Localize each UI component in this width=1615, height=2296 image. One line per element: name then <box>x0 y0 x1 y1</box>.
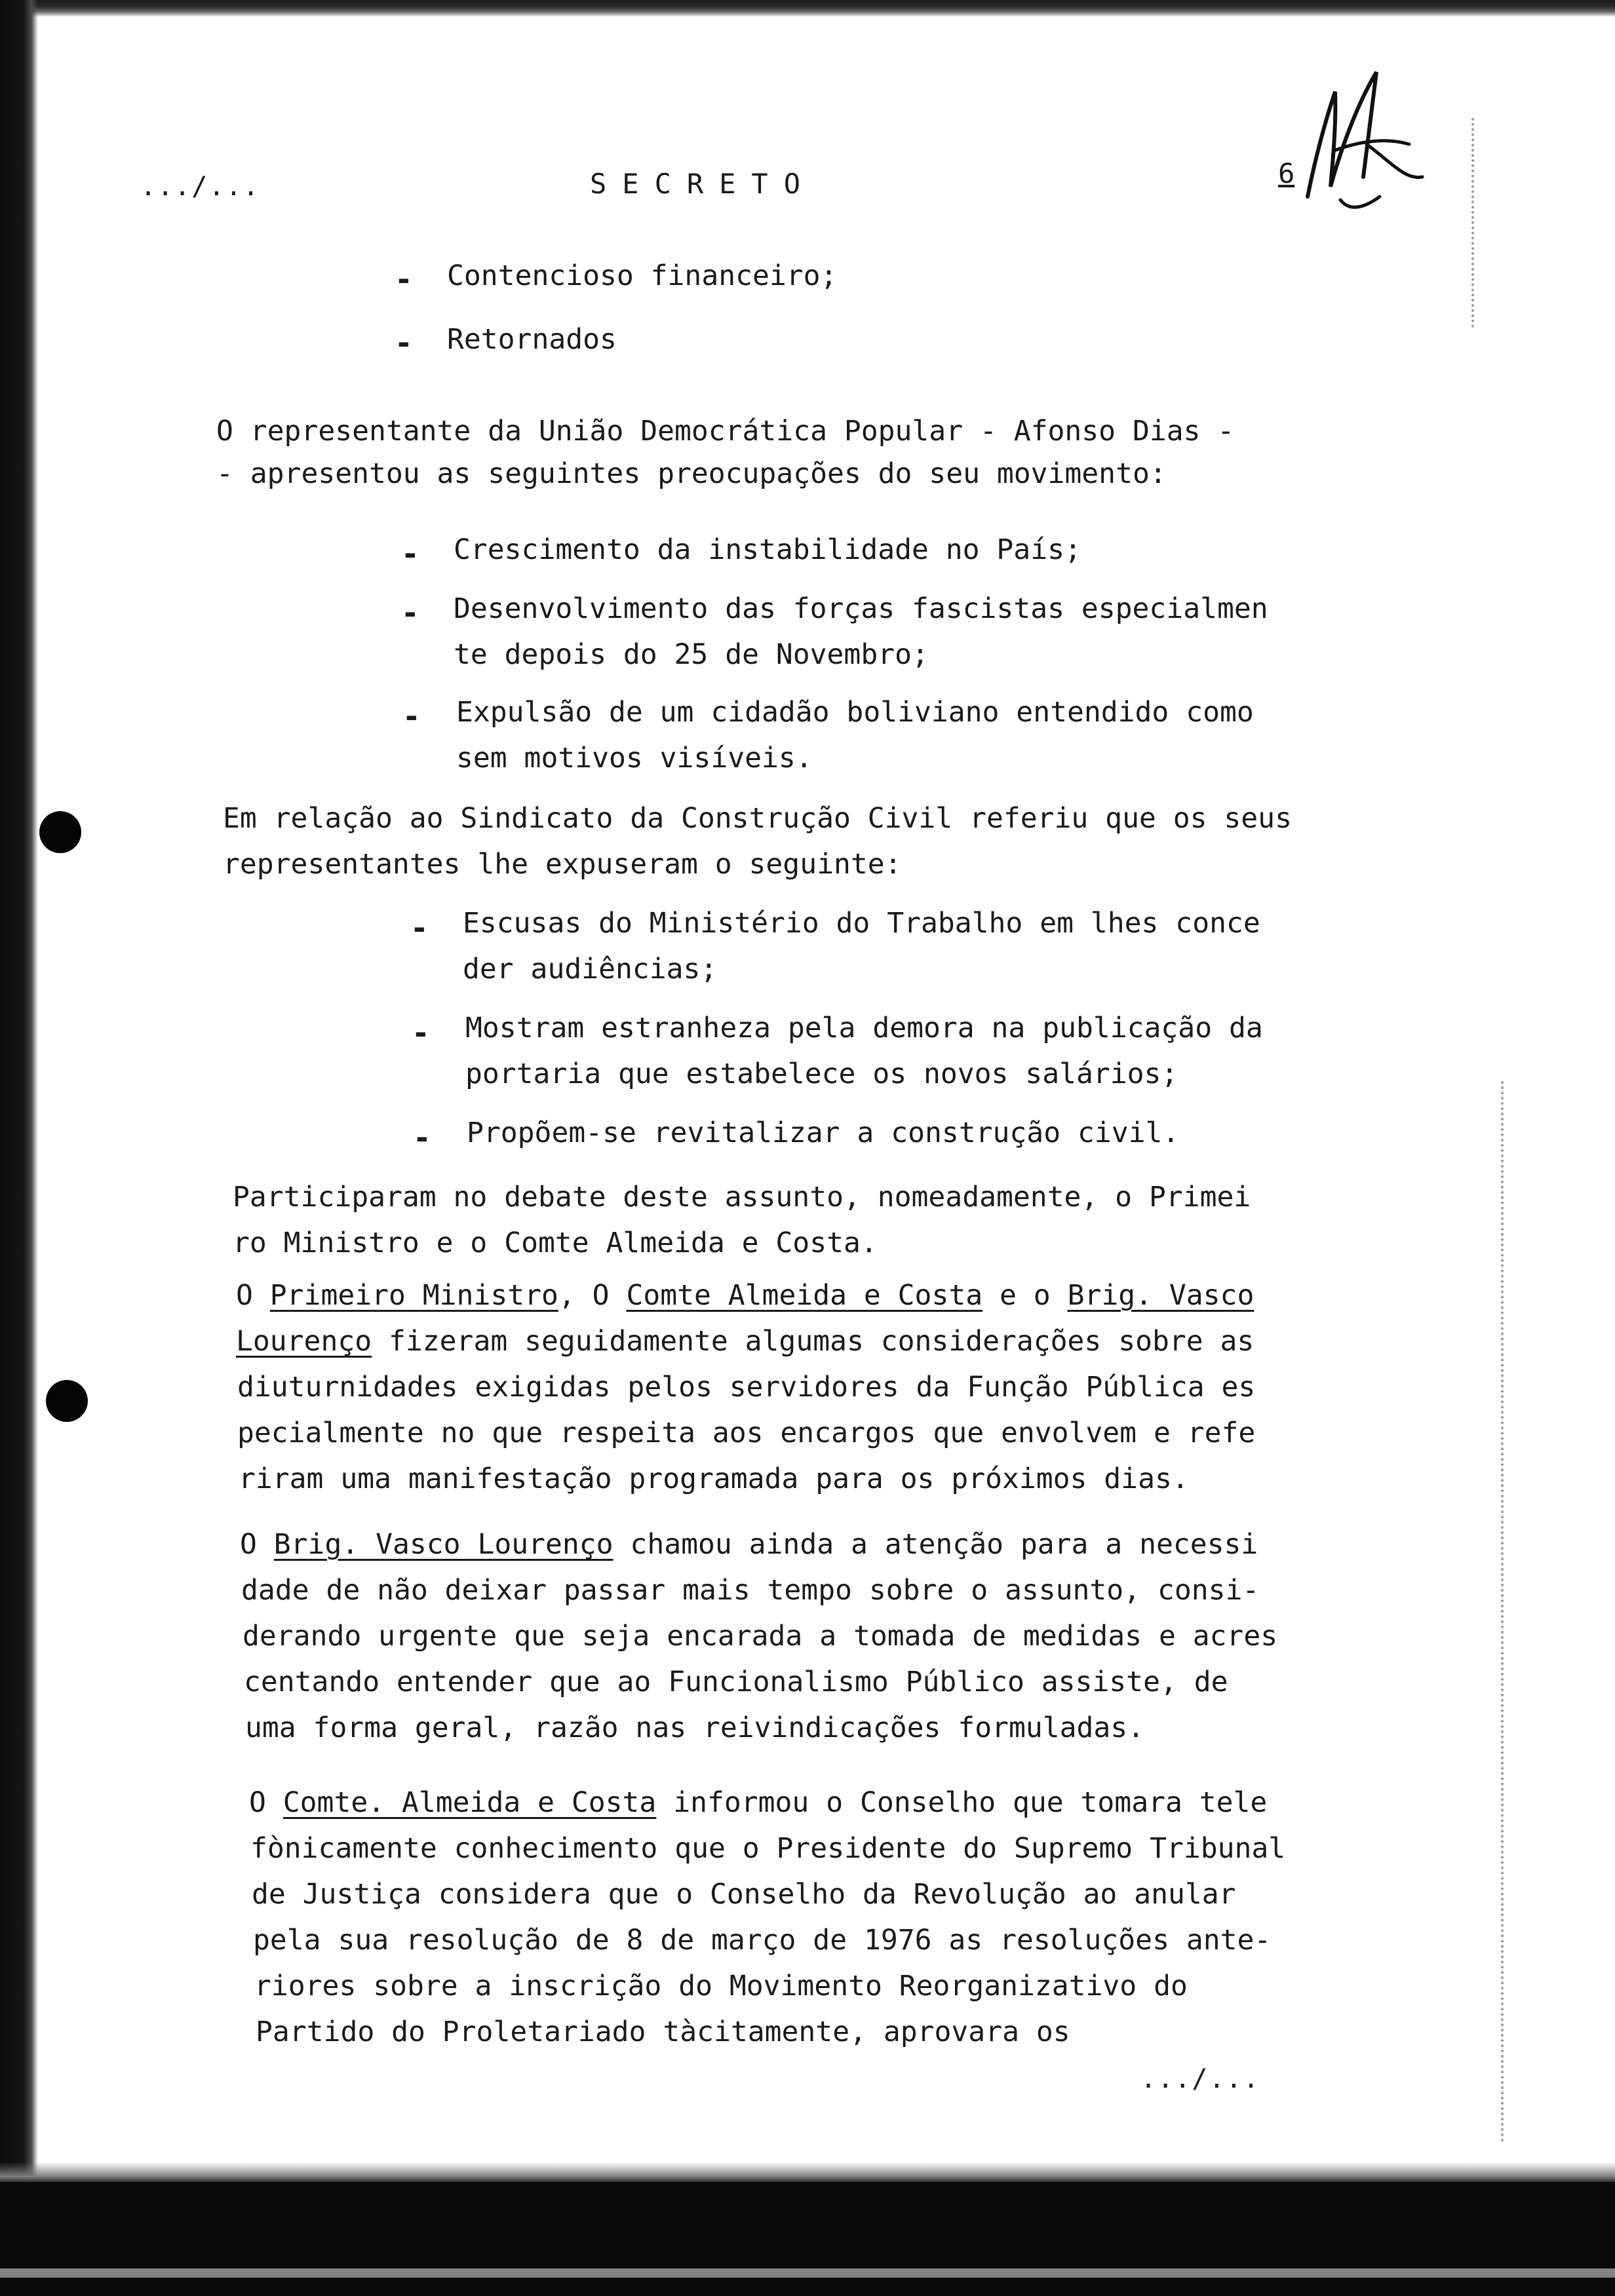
underlined-name: Lourenço <box>236 1325 372 1358</box>
right-margin-marks-top <box>1471 118 1477 328</box>
handwritten-initials <box>1294 66 1426 216</box>
continuation-mark-top: .../... <box>140 172 260 202</box>
item-text: Escusas do Ministério do Trabalho em lhes conce <box>463 907 1260 940</box>
bullet-dash: - <box>402 698 421 734</box>
text-fragment: informou o Conselho que tomara tele <box>656 1786 1268 1819</box>
paragraph-line: fònicamente conhecimento que o Presidente do Supremo Tribunal <box>250 1832 1286 1865</box>
paragraph-line: Participaram no debate deste assunto, nomeadamente, o Primei <box>233 1181 1251 1214</box>
item-text: Desenvolvimento das forças fascistas especialmen <box>454 592 1268 625</box>
scan-top-border <box>0 0 1615 17</box>
paragraph-line: - apresentou as seguintes preocupações do seu movimento: <box>216 457 1167 490</box>
bullet-dash: - <box>401 595 419 630</box>
item-text: Expulsão de um cidadão boliviano entendido como <box>456 696 1254 729</box>
punch-hole-bottom <box>46 1380 88 1422</box>
item-text: sem motivos visíveis. <box>456 742 813 775</box>
paragraph-line: Partido do Proletariado tàcitamente, aprovara os <box>256 2016 1070 2048</box>
scan-bottom-strip <box>0 2268 1615 2278</box>
paragraph-line: representantes lhe expuseram o seguinte: <box>223 848 902 881</box>
page-number: 6 <box>1278 157 1295 189</box>
paragraph-line-names <box>240 1528 1258 1561</box>
scan-bottom-border <box>0 2182 1615 2296</box>
paragraph-line: riores sobre a inscrição do Movimento Reorganizativo do <box>254 1970 1188 2002</box>
underlined-name: Comte. Almeida e Costa <box>282 1786 657 1819</box>
continuation-mark-bottom: .../... <box>1140 2064 1260 2094</box>
paragraph-line-names <box>236 1279 1255 1312</box>
text-fragment: O <box>240 1528 274 1561</box>
paragraph-line-names <box>249 1786 1268 1819</box>
scan-left-border <box>0 0 38 2296</box>
paragraph-line: pela sua resolução de 8 de março de 1976 as resoluções ante- <box>253 1924 1272 1957</box>
bullet-dash: - <box>413 1120 431 1155</box>
underlined-name: Brig. Vasco Lourenço <box>273 1528 613 1561</box>
underlined-name: Primeiro Ministro <box>269 1279 558 1312</box>
paragraph-line: diuturnidades exigidas pelos servidores da Função Pública es <box>237 1371 1256 1404</box>
scan-bottom-edge <box>0 2162 1615 2185</box>
bullet-dash: - <box>412 1015 430 1050</box>
item-text: portaria que estabelece os novos salários; <box>465 1058 1178 1090</box>
item-text: Retornados <box>447 323 617 356</box>
paragraph-line: derando urgente que seja encarada a tomada de medidas e acres <box>243 1620 1278 1653</box>
paragraph-line: Em relação ao Sindicato da Construção Civil referiu que os seus <box>223 802 1292 835</box>
text-fragment: O <box>236 1279 270 1312</box>
item-text: Mostram estranheza pela demora na publicação da <box>465 1012 1263 1044</box>
paragraph-line: dade de não deixar passar mais tempo sobre o assunto, consi- <box>241 1574 1260 1607</box>
underlined-name: Brig. Vasco <box>1067 1279 1255 1312</box>
paragraph-line: uma forma geral, razão nas reivindicações formuladas. <box>245 1712 1145 1744</box>
paragraph-line: ro Ministro e o Comte Almeida e Costa. <box>233 1227 878 1259</box>
item-text: Contencioso financeiro; <box>447 259 838 292</box>
bullet-dash: - <box>401 536 419 571</box>
paragraph-line: de Justiça considera que o Conselho da Revolução ao anular <box>252 1878 1236 1911</box>
paragraph-line <box>236 1325 1255 1358</box>
text-fragment: e o <box>983 1279 1068 1312</box>
underlined-name: Comte Almeida e Costa <box>626 1279 983 1312</box>
paragraph-line: centando entender que ao Funcionalismo Público assiste, de <box>244 1666 1228 1698</box>
paragraph-line: O representante da União Democrática Popular - Afonso Dias - <box>216 415 1235 448</box>
item-text: der audiências; <box>463 953 718 985</box>
paragraph-line: riram uma manifestação programada para os próximos dias. <box>239 1463 1189 1495</box>
item-text: Propõem-se revitalizar a construção civil. <box>467 1117 1180 1149</box>
classification-title: SECRETO <box>590 168 817 200</box>
text-fragment: , O <box>558 1279 627 1312</box>
paragraph-line: pecialmente no que respeita aos encargos que envolvem e refe <box>237 1417 1256 1449</box>
bullet-dash: - <box>395 261 413 297</box>
text-fragment: chamou ainda a atenção para a necessi <box>613 1528 1258 1561</box>
bullet-dash: - <box>395 325 413 360</box>
text-fragment: O <box>249 1786 283 1819</box>
text-fragment: fizeram seguidamente algumas considerações sobre as <box>372 1325 1255 1358</box>
punch-hole-top <box>39 811 81 853</box>
item-text: te depois do 25 de Novembro; <box>454 638 929 671</box>
item-text: Crescimento da instabilidade no País; <box>454 533 1081 566</box>
bullet-dash: - <box>410 910 429 946</box>
right-margin-marks <box>1501 1081 1506 2143</box>
